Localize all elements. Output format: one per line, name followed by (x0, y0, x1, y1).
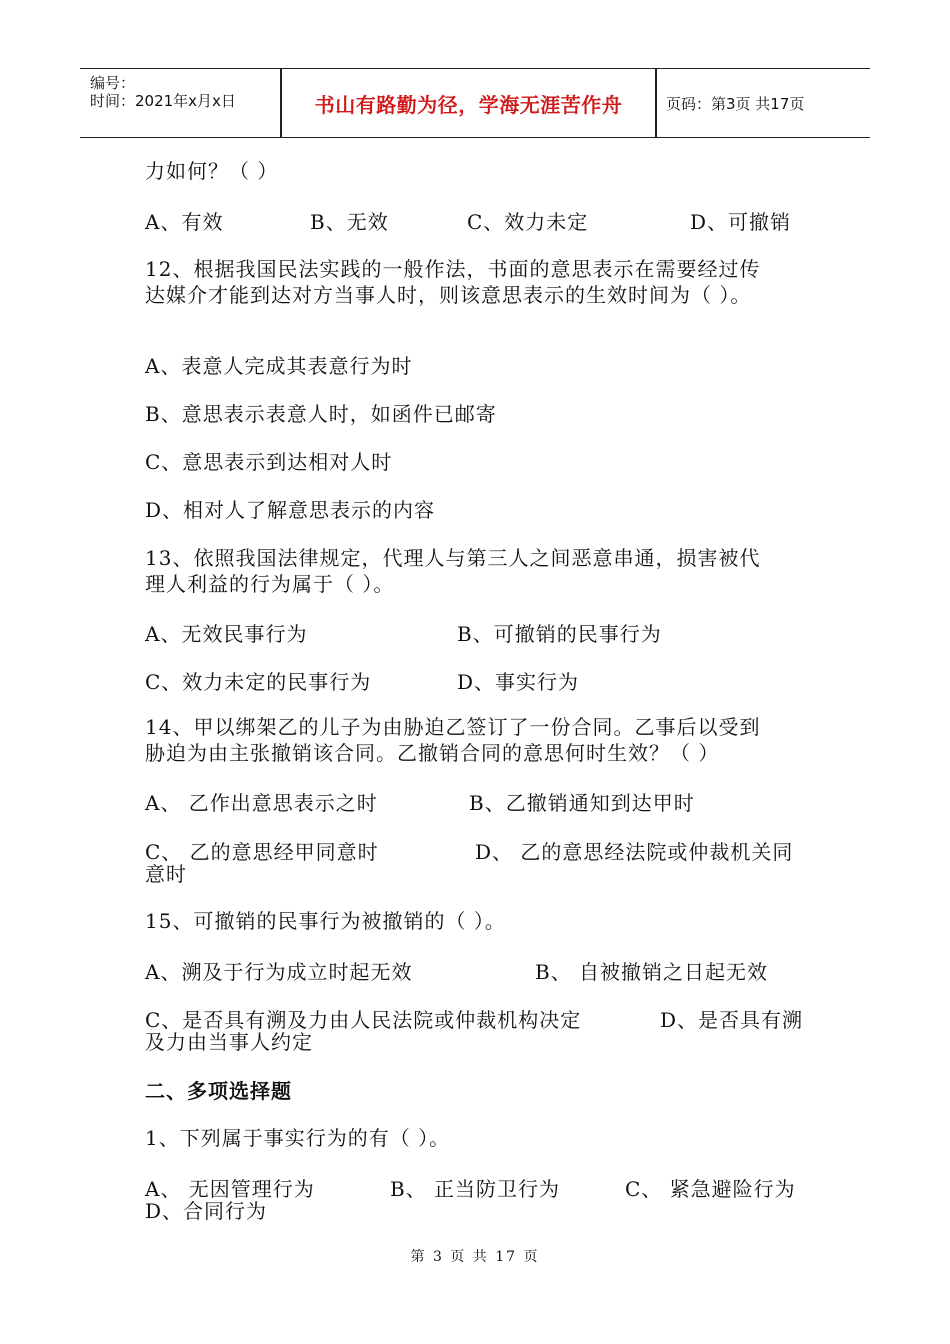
option-b: B、 正当防卫行为 (390, 1177, 561, 1201)
multi-question-1-option-d: D、合同行为 (145, 1199, 268, 1223)
question-12-option-b: B、意思表示表意人时，如函件已邮寄 (145, 402, 497, 426)
option-b: B、可撤销的民事行为 (457, 622, 662, 646)
multi-question-1-text: 1、下列属于事实行为的有（ ）。 (145, 1126, 451, 1150)
question-11-options (145, 206, 815, 232)
question-15-options-ab (145, 956, 815, 982)
question-14-text: 14、甲以绑架乙的儿子为由胁迫乙签订了一份合同。乙事后以受到 (145, 715, 761, 739)
option-c: C、效力未定的民事行为 (145, 670, 372, 694)
option-a: A、无效民事行为 (145, 622, 308, 646)
question-12-option-c: C、意思表示到达相对人时 (145, 450, 393, 474)
multi-question-1-options (145, 1173, 815, 1199)
option-d: D、可撤销 (690, 210, 792, 234)
option-c: C、 紧急避险行为 (625, 1177, 796, 1201)
option-b: B、乙撤销通知到达甲时 (469, 791, 695, 815)
doc-date-label: 时间：2021年x月x日 (90, 92, 236, 110)
question-12-text-cont: 达媒介才能到达对方当事人时，则该意思表示的生效时间为（ ）。 (145, 283, 752, 307)
option-c: C、是否具有溯及力由人民法院或仲裁机构决定 (145, 1008, 582, 1032)
question-13-text: 13、依照我国法律规定，代理人与第三人之间恶意串通，损害被代 (145, 546, 761, 570)
question-15-option-d-cont: 及力由当事人约定 (145, 1030, 313, 1054)
question-14-option-d-cont: 意时 (145, 862, 187, 886)
option-a: A、 乙作出意思表示之时 (145, 791, 378, 815)
page-header (80, 68, 870, 138)
question-13-text-cont: 理人利益的行为属于（ ）。 (145, 572, 395, 596)
question-15-text: 15、可撤销的民事行为被撤销的（ ）。 (145, 909, 506, 933)
question-11-tail: 力如何？（ ） (145, 159, 279, 183)
doc-id-label: 编号： (90, 74, 136, 92)
question-13-options-cd (145, 666, 815, 692)
option-c: C、 乙的意思经甲同意时 (145, 840, 379, 864)
option-b: B、 自被撤销之日起无效 (535, 960, 769, 984)
question-12-text: 12、根据我国民法实践的一般作法，书面的意思表示在需要经过传 (145, 257, 761, 281)
header-divider (655, 69, 657, 137)
option-a: A、溯及于行为成立时起无效 (145, 960, 413, 984)
header-info-cell (80, 69, 280, 137)
question-15-options-cd (145, 1004, 815, 1030)
question-12-option-d: D、相对人了解意思表示的内容 (145, 498, 436, 522)
question-12-option-a: A、表意人完成其表意行为时 (145, 354, 413, 378)
header-page-number: 页码：第3页 共17页 (666, 95, 805, 113)
option-d: D、 乙的意思经法院或仲裁机关同 (475, 840, 794, 864)
question-13-options-ab (145, 618, 815, 644)
option-d: D、是否具有溯 (660, 1008, 804, 1032)
header-motto: 书山有路勤为径，学海无涯苦作舟 (314, 92, 623, 117)
option-b: B、无效 (310, 210, 389, 234)
question-14-text-cont: 胁迫为由主张撤销该合同。乙撤销合同的意思何时生效？（ ） (145, 741, 720, 765)
question-14-options-ab (145, 787, 815, 813)
page-footer: 第 3 页 共 17 页 (410, 1249, 540, 1265)
option-a: A、 无因管理行为 (145, 1177, 315, 1201)
option-a: A、有效 (145, 210, 224, 234)
option-d: D、事实行为 (457, 670, 580, 694)
question-14-options-cd (145, 836, 815, 862)
section-heading: 二、多项选择题 (145, 1079, 292, 1103)
option-c: C、效力未定 (467, 210, 589, 234)
